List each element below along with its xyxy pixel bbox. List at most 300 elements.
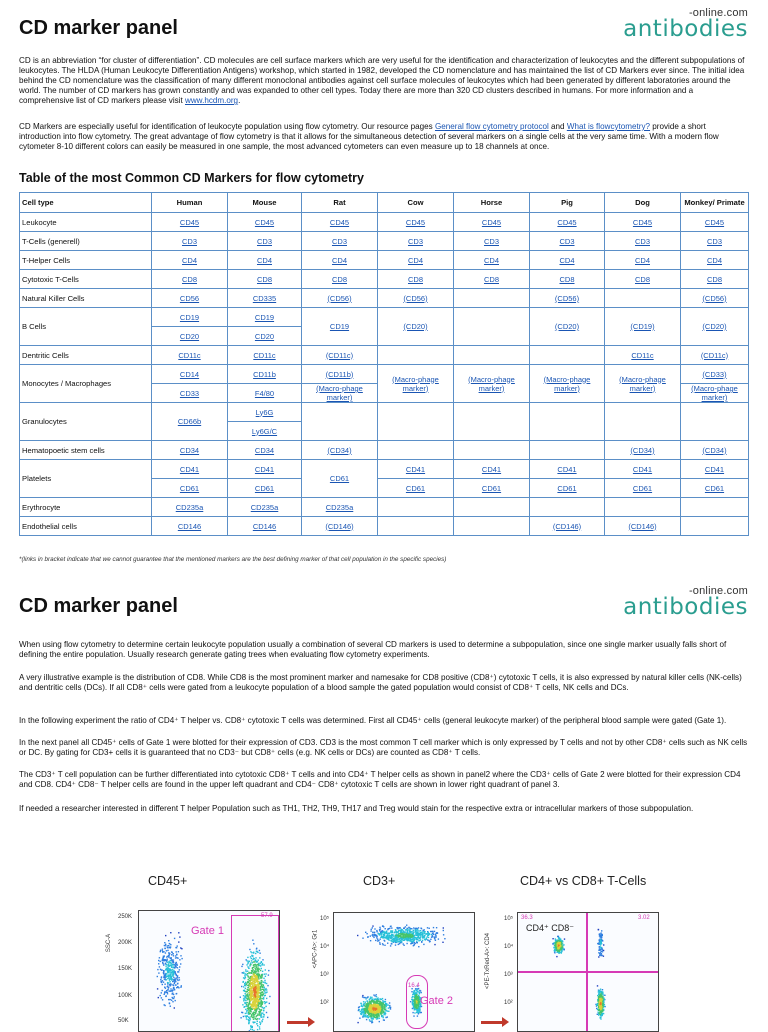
quadrant-label: CD4⁺ CD8⁻ (526, 923, 575, 933)
scatter-point (173, 985, 174, 986)
scatter-point (404, 931, 405, 932)
marker-link[interactable]: (CD34) (630, 445, 655, 455)
scatter-point (601, 934, 602, 935)
scatter-point (382, 926, 383, 927)
marker-link[interactable]: CD3 (706, 236, 722, 246)
y-tick: 10⁵ (320, 916, 330, 922)
scatter-point (173, 966, 174, 967)
hcdm-link[interactable]: www.hcdm.org (184, 96, 239, 105)
scatter-point (172, 981, 173, 982)
scatter-point (169, 969, 170, 970)
marker-link[interactable]: CD235a (250, 502, 279, 512)
empty-cell (302, 403, 378, 441)
marker-link[interactable]: (CD33) (702, 369, 727, 379)
marker-link[interactable]: CD33 (179, 388, 200, 398)
scatter-point (434, 936, 435, 937)
scatter-point (170, 976, 171, 977)
marker-link[interactable]: CD3 (331, 236, 347, 246)
scatter-point (379, 1006, 380, 1007)
scatter-point (177, 978, 178, 979)
scatter-point (371, 1015, 372, 1016)
scatter-point (383, 1019, 384, 1020)
scatter-point (395, 930, 396, 931)
table-row (20, 517, 749, 536)
scatter-point (379, 1012, 380, 1013)
y-tick: 10³ (504, 972, 513, 978)
scatter-point (434, 938, 435, 939)
flow-protocol-link[interactable]: General flow cytometry protocol (434, 122, 549, 131)
cell-type-label: Endothelial cells (20, 517, 152, 536)
scatter-point (388, 1011, 389, 1012)
marker-link[interactable]: CD19 (179, 312, 200, 322)
col-header-primate: Monkey/ Primate (681, 193, 749, 213)
scatter-point (175, 981, 176, 982)
scatter-point (157, 988, 158, 989)
scatter-point (167, 959, 168, 960)
scatter-point (362, 1006, 363, 1007)
marker-link[interactable]: (CD11c) (700, 350, 729, 360)
scatter-point (362, 996, 363, 997)
scatter-point (382, 943, 383, 944)
marker-link[interactable]: CD61 (329, 474, 350, 483)
scatter-point (555, 942, 556, 943)
marker-link[interactable]: CD3 (256, 236, 272, 246)
marker-link[interactable]: (Macro-phage marker) (543, 374, 591, 393)
scatter-point (176, 964, 177, 965)
scatter-point (169, 1002, 170, 1003)
marker-link[interactable]: CD41 (632, 464, 653, 474)
marker-link[interactable]: (CD146) (628, 521, 657, 531)
cd-marker-table (19, 192, 749, 536)
empty-cell (378, 517, 454, 536)
marker-link[interactable]: CD8 (634, 274, 650, 284)
marker-link[interactable]: CD4 (559, 255, 575, 265)
scatter-point (373, 1015, 374, 1016)
quadrant-ur-value: 3.02 (638, 915, 650, 921)
scatter-point (372, 927, 373, 928)
empty-cell (681, 403, 749, 441)
marker-link[interactable]: CD45 (179, 217, 200, 227)
scatter-point (165, 996, 166, 997)
marker-link[interactable]: CD19 (254, 312, 275, 322)
scatter-point (388, 1007, 389, 1008)
marker-link[interactable]: CD61 (632, 483, 653, 493)
scatter-point (599, 953, 600, 954)
antibodies-online-logo[interactable] (623, 586, 748, 619)
intro-text-end: . (238, 96, 241, 105)
scatter-point (177, 945, 178, 946)
scatter-point (162, 950, 163, 951)
scatter-point (372, 1018, 373, 1019)
scatter-point (164, 955, 165, 956)
marker-link[interactable]: CD146 (252, 521, 277, 531)
marker-link[interactable]: CD20 (179, 331, 200, 341)
scatter-point (166, 973, 167, 974)
scatter-point (373, 1009, 374, 1010)
scatter-point (601, 1005, 602, 1006)
scatter-point (390, 930, 391, 931)
scatter-point (160, 961, 161, 962)
marker-link[interactable]: CD4 (331, 255, 347, 265)
marker-link[interactable]: CD41 (179, 464, 200, 474)
scatter-point (598, 950, 599, 951)
scatter-point (170, 999, 171, 1000)
scatter-point (181, 948, 182, 949)
scatter-point (376, 1005, 377, 1006)
paragraph-4: In the next panel all CD45⁺ cells of Gate 1 were blotted for their expression of CD3. CD3 is the most common T cell marker which is only expressed by T cells and not by other CD8⁺ cells such as NK cells or DC. By gating for CD3+ cells it is guaranteed that no CD3⁻ but CD8⁺ cells (e.g. NK cells or DCs) are counted as CD8⁺ T cells. (19, 738, 748, 757)
marker-link[interactable]: CD61 (481, 483, 502, 493)
scatter-point (406, 935, 407, 936)
marker-link[interactable]: CD3 (407, 236, 423, 246)
scatter-point (162, 990, 163, 991)
scatter-point (389, 933, 390, 934)
scatter-point (171, 951, 172, 952)
scatter-point (380, 928, 381, 929)
scatter-point (371, 997, 372, 998)
scatter-point (597, 1014, 598, 1015)
empty-cell (681, 498, 749, 517)
scatter-point (403, 945, 404, 946)
scatter-point (405, 933, 406, 934)
scatter-point (425, 939, 426, 940)
marker-link[interactable]: CD61 (557, 483, 577, 493)
marker-link[interactable]: CD41 (254, 464, 275, 474)
marker-link[interactable]: CD146 (177, 521, 202, 531)
scatter-point (394, 932, 395, 933)
table-row (20, 460, 749, 479)
scatter-point (407, 936, 408, 937)
scatter-point (385, 1001, 386, 1002)
marker-link[interactable]: CD41 (481, 464, 502, 474)
paragraph-6: If needed a researcher interested in different T helper Population such as TH1, TH2, TH9, TH17 and Treg would stain for the respective extra or intracellular markers of those subpopulation. (19, 804, 694, 813)
scatter-point (369, 1006, 370, 1007)
scatter-point (387, 1016, 388, 1017)
marker-link[interactable]: CD56 (179, 293, 200, 303)
scatter-point (400, 936, 401, 937)
marker-link[interactable]: CD11c (253, 350, 276, 360)
scatter-point (159, 966, 160, 967)
scatter-point (432, 931, 433, 932)
cell-type-label: Erythrocyte (20, 498, 152, 517)
scatter-point (427, 939, 428, 940)
marker-link[interactable]: CD3 (181, 236, 197, 246)
marker-link[interactable]: CD4 (706, 255, 722, 265)
marker-link[interactable]: (Macro-phage marker) (392, 374, 439, 393)
marker-link[interactable]: CD45 (254, 217, 275, 227)
marker-link[interactable]: CD8 (331, 274, 347, 284)
marker-link[interactable]: CD8 (181, 274, 197, 284)
scatter-point (173, 979, 174, 980)
empty-cell (530, 346, 605, 365)
scatter-point (157, 969, 158, 970)
scatter-point (169, 990, 170, 991)
scatter-point (559, 938, 560, 939)
scatter-point (599, 1005, 600, 1006)
table-header-row (20, 193, 749, 213)
marker-link[interactable]: (CD20) (554, 322, 580, 331)
marker-link[interactable]: CD11c (631, 350, 654, 360)
scatter-point (409, 929, 410, 930)
scatter-point (408, 936, 409, 937)
marker-link[interactable]: (CD11c) (325, 350, 354, 360)
scatter-point (398, 930, 399, 931)
scatter-point (372, 1012, 373, 1013)
scatter-point (365, 1013, 366, 1014)
marker-link[interactable]: (CD56) (702, 293, 727, 303)
scatter-point (443, 934, 444, 935)
scatter-point (171, 978, 172, 979)
marker-link[interactable]: CD34 (254, 445, 275, 455)
scatter-point (175, 965, 176, 966)
scatter-point (431, 937, 432, 938)
marker-link[interactable]: CD45 (632, 217, 653, 227)
marker-link[interactable]: CD4 (256, 255, 272, 265)
scatter-point (370, 998, 371, 999)
scatter-point (369, 1019, 370, 1020)
scatter-point (431, 934, 432, 935)
marker-link[interactable]: CD3 (483, 236, 499, 246)
marker-link[interactable]: CD4 (483, 255, 499, 265)
scatter-point (376, 1011, 377, 1012)
scatter-point (370, 1003, 371, 1004)
marker-link[interactable]: CD235a (325, 502, 354, 512)
scatter-point (599, 935, 600, 936)
scatter-point (422, 937, 423, 938)
empty-cell (605, 498, 681, 517)
scatter-point (378, 1006, 379, 1007)
marker-link[interactable]: CD11b (253, 369, 276, 379)
table-title: Table of the most Common CD Markers for flow cytometry (19, 171, 364, 185)
marker-link[interactable]: (CD11b) (325, 369, 354, 379)
empty-cell (454, 308, 530, 346)
marker-link[interactable]: (CD34) (702, 445, 727, 455)
scatter-point (433, 927, 434, 928)
y-axis-label: <APC-A>: Gr1 (312, 929, 319, 969)
marker-link[interactable]: CD45 (557, 217, 577, 227)
scatter-point (366, 1004, 367, 1005)
scatter-point (395, 940, 396, 941)
scatter-point (385, 999, 386, 1000)
scatter-point (169, 962, 170, 963)
scatter-point (371, 1013, 372, 1014)
scatter-point (377, 939, 378, 940)
scatter-point (602, 989, 603, 990)
antibodies-online-logo[interactable] (623, 8, 748, 41)
marker-link[interactable]: (CD146) (552, 521, 582, 531)
empty-cell (454, 517, 530, 536)
scatter-point (384, 945, 385, 946)
scatter-point (164, 960, 165, 961)
marker-link[interactable]: (CD20) (403, 322, 428, 331)
scatter-point (600, 991, 601, 992)
scatter-point (603, 1001, 604, 1002)
scatter-point (420, 936, 421, 937)
marker-link[interactable]: CD45 (704, 217, 725, 227)
scatter-point (423, 944, 424, 945)
marker-link[interactable]: CD34 (179, 445, 200, 455)
cell-type-label: Leukocyte (20, 213, 152, 232)
marker-link[interactable]: (CD56) (403, 293, 428, 303)
scatter-point (422, 933, 423, 934)
scatter-point (434, 944, 435, 945)
scatter-point (601, 948, 602, 949)
scatter-point (163, 971, 164, 972)
y-tick: 200K (118, 940, 133, 946)
marker-link[interactable]: (CD146) (325, 521, 354, 531)
empty-cell (454, 346, 530, 365)
marker-link[interactable]: CD45 (329, 217, 350, 227)
marker-link[interactable]: CD4 (634, 255, 650, 265)
marker-link[interactable]: Ly6G (255, 407, 274, 417)
scatter-point (416, 939, 417, 940)
marker-link[interactable]: CD3 (634, 236, 650, 246)
marker-link[interactable]: (Macro-phage marker) (468, 374, 515, 393)
scatter-point (382, 1002, 383, 1003)
scatter-point (382, 1000, 383, 1001)
marker-link[interactable]: Ly6G/C (251, 426, 278, 436)
scatter-point (170, 974, 171, 975)
scatter-point (167, 950, 168, 951)
marker-link[interactable]: CD8 (407, 274, 423, 284)
scatter-point (360, 1011, 361, 1012)
scatter-point (161, 992, 162, 993)
marker-link[interactable]: (CD19) (630, 322, 655, 331)
y-tick: 10² (320, 1000, 329, 1006)
scatter-point (399, 927, 400, 928)
marker-link[interactable]: CD61 (179, 483, 200, 493)
cell-type-label: Monocytes / Macrophages (20, 365, 152, 403)
p2-text-b: and (548, 122, 567, 131)
marker-link[interactable]: CD45 (481, 217, 502, 227)
scatter-point (420, 935, 421, 936)
marker-link[interactable]: CD41 (557, 464, 577, 474)
scatter-point (176, 951, 177, 952)
marker-link[interactable]: CD41 (405, 464, 426, 474)
scatter-point (363, 1005, 364, 1006)
scatter-point (418, 927, 419, 928)
marker-link[interactable]: CD235a (175, 502, 204, 512)
scatter-point (362, 1016, 363, 1017)
scatter-point (379, 998, 380, 999)
marker-link[interactable]: CD4 (181, 255, 197, 265)
scatter-point (359, 1009, 360, 1010)
marker-link[interactable]: (Macro-phage marker) (619, 374, 666, 393)
marker-link[interactable]: (CD56) (554, 293, 580, 303)
scatter-point (167, 966, 168, 967)
marker-link[interactable]: (CD20) (702, 322, 727, 331)
scatter-point (383, 1006, 384, 1007)
marker-link[interactable]: CD8 (483, 274, 499, 284)
marker-link[interactable]: CD3 (559, 236, 575, 246)
marker-link[interactable]: CD4 (407, 255, 423, 265)
scatter-point (564, 938, 565, 939)
logo-main-text: antibodies (623, 16, 748, 42)
marker-link[interactable]: (CD56) (327, 293, 352, 303)
scatter-point (177, 983, 178, 984)
marker-link[interactable]: (Macro-phage marker) (691, 384, 738, 402)
marker-link[interactable]: CD41 (704, 464, 725, 474)
scatter-point (164, 942, 165, 943)
empty-cell (378, 403, 454, 441)
scatter-point (177, 958, 178, 959)
y-tick: 10³ (320, 972, 329, 978)
scatter-point (599, 990, 600, 991)
gate-2-label: Gate 2 (420, 995, 454, 1007)
scatter-point (177, 980, 178, 981)
scatter-point (159, 957, 160, 958)
logo-online-text: -online.com (688, 585, 748, 597)
scatter-point (557, 943, 558, 944)
scatter-point (173, 959, 174, 960)
scatter-point (424, 935, 425, 936)
scatter-point (174, 996, 175, 997)
table-row (20, 441, 749, 460)
scatter-point (372, 925, 373, 926)
scatter-point (604, 999, 605, 1000)
marker-link[interactable]: CD61 (254, 483, 275, 493)
scatter-point (438, 938, 439, 939)
scatter-point (165, 963, 166, 964)
marker-link[interactable]: CD45 (405, 217, 426, 227)
what-is-flowcytometry-link[interactable]: What is flowcytometry? (566, 122, 651, 131)
scatter-point (163, 982, 164, 983)
marker-link[interactable]: F4/80 (254, 388, 275, 398)
marker-link[interactable]: (Macro-phage marker) (316, 384, 363, 402)
scatter-point (363, 1014, 364, 1015)
scatter-point (432, 935, 433, 936)
marker-link[interactable]: CD61 (704, 483, 725, 493)
marker-link[interactable]: CD14 (179, 369, 200, 379)
scatter-point (442, 942, 443, 943)
panel-title-cd3: CD3+ (363, 874, 396, 888)
marker-link[interactable]: CD8 (559, 274, 575, 284)
marker-link[interactable]: CD20 (254, 331, 275, 341)
scatter-point (391, 937, 392, 938)
marker-link[interactable]: CD11c (178, 350, 201, 360)
empty-cell (530, 498, 605, 517)
scatter-point (371, 1018, 372, 1019)
scatter-point (372, 998, 373, 999)
scatter-point (161, 997, 162, 998)
scatter-point (599, 998, 600, 999)
marker-link[interactable]: CD19 (329, 322, 350, 331)
page-title: CD marker panel (19, 17, 178, 39)
scatter-point (371, 1016, 372, 1017)
scatter-point (361, 1013, 362, 1014)
marker-link[interactable]: CD66b (177, 417, 202, 426)
scatter-point (399, 939, 400, 940)
scatter-point (168, 968, 169, 969)
scatter-point (381, 1005, 382, 1006)
marker-link[interactable]: CD8 (706, 274, 722, 284)
marker-link[interactable]: CD61 (405, 483, 426, 493)
panel-title-cd45: CD45+ (148, 874, 188, 888)
scatter-point (178, 971, 179, 972)
y-axis-label: SSC-A (106, 933, 113, 953)
scatter-point (374, 995, 375, 996)
scatter-point (165, 952, 166, 953)
scatter-point (359, 1006, 360, 1007)
scatter-point (417, 935, 418, 936)
marker-link[interactable]: (CD34) (327, 445, 352, 455)
scatter-point (415, 934, 416, 935)
marker-link[interactable]: CD8 (256, 274, 272, 284)
scatter-point (559, 951, 560, 952)
scatter-point (180, 987, 181, 988)
empty-cell (605, 289, 681, 308)
scatter-point (379, 1018, 380, 1019)
marker-link[interactable]: CD335 (252, 293, 277, 303)
